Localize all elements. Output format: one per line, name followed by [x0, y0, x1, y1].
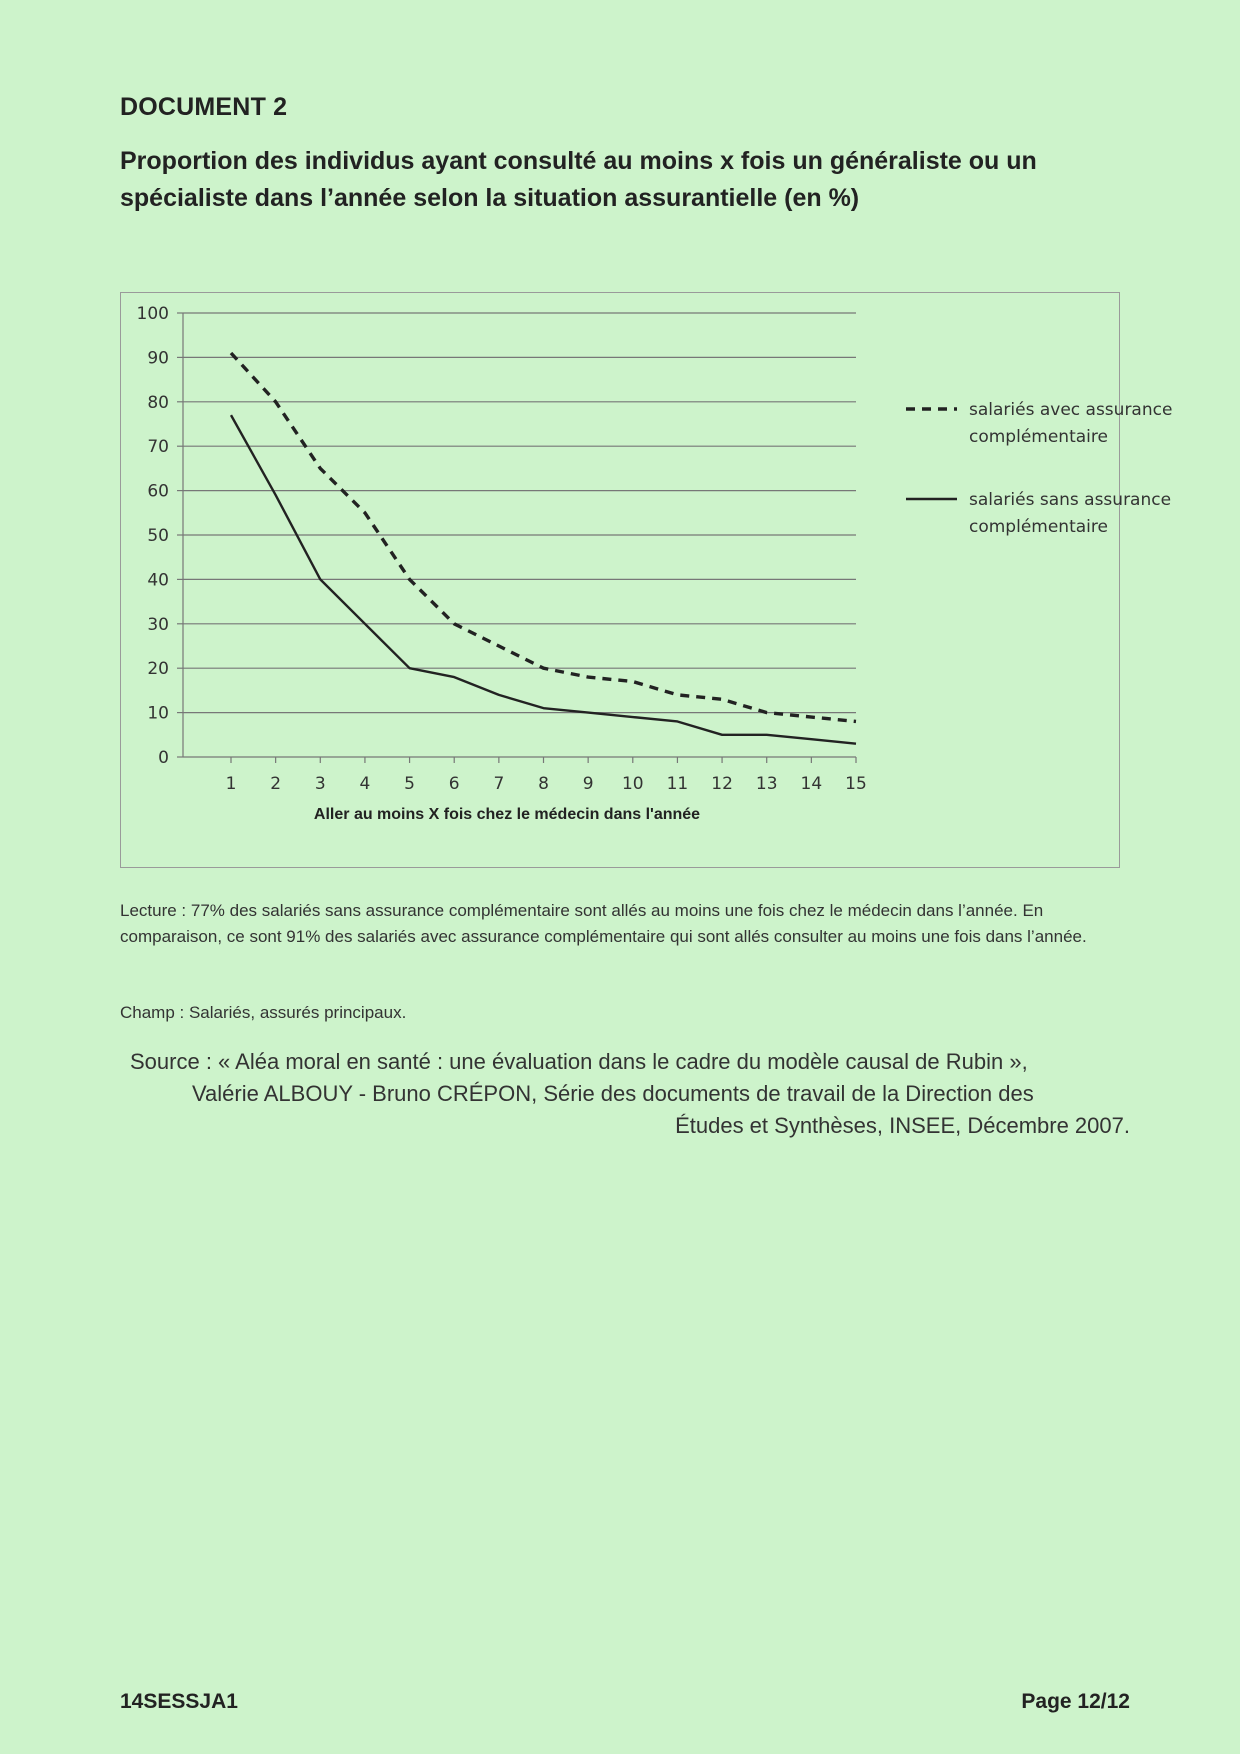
x-tick-label-14: 14 [800, 774, 823, 794]
y-tick-label-10: 10 [147, 703, 169, 724]
chart-frame [120, 292, 1173, 868]
legend-with-insurance-label-line-2: complémentaire [969, 427, 1108, 447]
x-tick-label-9: 9 [582, 774, 594, 794]
y-tick-label-20: 20 [147, 659, 169, 680]
series-line-with-insurance [231, 353, 856, 722]
footer-page-number: Page 12/12 [1021, 1690, 1130, 1713]
source-line-1: Source : « Aléa moral en santé : une évaluation dans le cadre du modèle causal de Rubin », [130, 1049, 1028, 1074]
axis-layer [137, 304, 867, 794]
x-tick-label-6: 6 [448, 774, 460, 794]
y-tick-label-30: 30 [147, 614, 169, 635]
series-layer [231, 353, 856, 744]
x-tick-label-1: 1 [225, 774, 237, 794]
y-tick-label-50: 50 [147, 526, 169, 546]
x-tick-label-7: 7 [493, 774, 505, 794]
x-tick-label-2: 2 [270, 774, 282, 794]
y-tick-label-0: 0 [158, 748, 169, 768]
y-tick-label-70: 70 [147, 437, 169, 458]
scope-note: Champ : Salariés, assurés principaux. [120, 1003, 407, 1022]
legend-with-insurance-label-line-1: salariés avec assurance [969, 400, 1173, 420]
source-citation [130, 1046, 1130, 1142]
x-tick-label-10: 10 [621, 774, 644, 794]
x-tick-label-12: 12 [711, 774, 733, 794]
document-label: DOCUMENT 2 [120, 93, 288, 121]
y-tick-label-100: 100 [136, 304, 169, 324]
x-tick-label-11: 11 [666, 774, 689, 794]
line-chart [121, 293, 1173, 869]
x-tick-label-5: 5 [404, 774, 415, 794]
source-line-3: Études et Synthèses, INSEE, Décembre 2007. [675, 1113, 1130, 1138]
y-tick-label-90: 90 [147, 348, 169, 369]
source-line-2: Valérie ALBOUY - Bruno CRÉPON, Série des documents de travail de la Direction des [192, 1081, 1034, 1106]
legend-without-insurance-label-line-2: complémentaire [969, 517, 1108, 537]
y-tick-label-40: 40 [147, 570, 169, 591]
x-tick-label-13: 13 [755, 774, 778, 794]
legend-layer [906, 400, 1172, 537]
chart-title-line-2: spécialiste dans l’année selon la situation assurantielle (en %) [120, 184, 860, 212]
x-tick-label-4: 4 [359, 774, 371, 794]
reading-note: Lecture : 77% des salariés sans assurance complémentaire sont allés au moins une fois chez le médecin dans l’année. En comparaison, ce sont 91% des salariés avec assurance complémentaire qui sont allés consulter au moins une fois dans l’année. [120, 901, 1087, 946]
x-tick-label-15: 15 [845, 774, 867, 794]
x-axis-label: Aller au moins X fois chez le médecin dans l'année [313, 806, 701, 823]
x-tick-label-3: 3 [314, 774, 326, 794]
footer-document-code: 14SESSJA1 [120, 1690, 238, 1713]
legend-without-insurance-label-line-1: salariés sans assurance [969, 490, 1172, 510]
chart-title [120, 143, 1140, 217]
y-tick-label-80: 80 [147, 392, 169, 413]
x-tick-label-8: 8 [538, 774, 549, 794]
y-tick-label-60: 60 [147, 481, 169, 502]
chart-title-line-1: Proportion des individus ayant consulté au moins x fois un généraliste ou un [120, 147, 1037, 175]
